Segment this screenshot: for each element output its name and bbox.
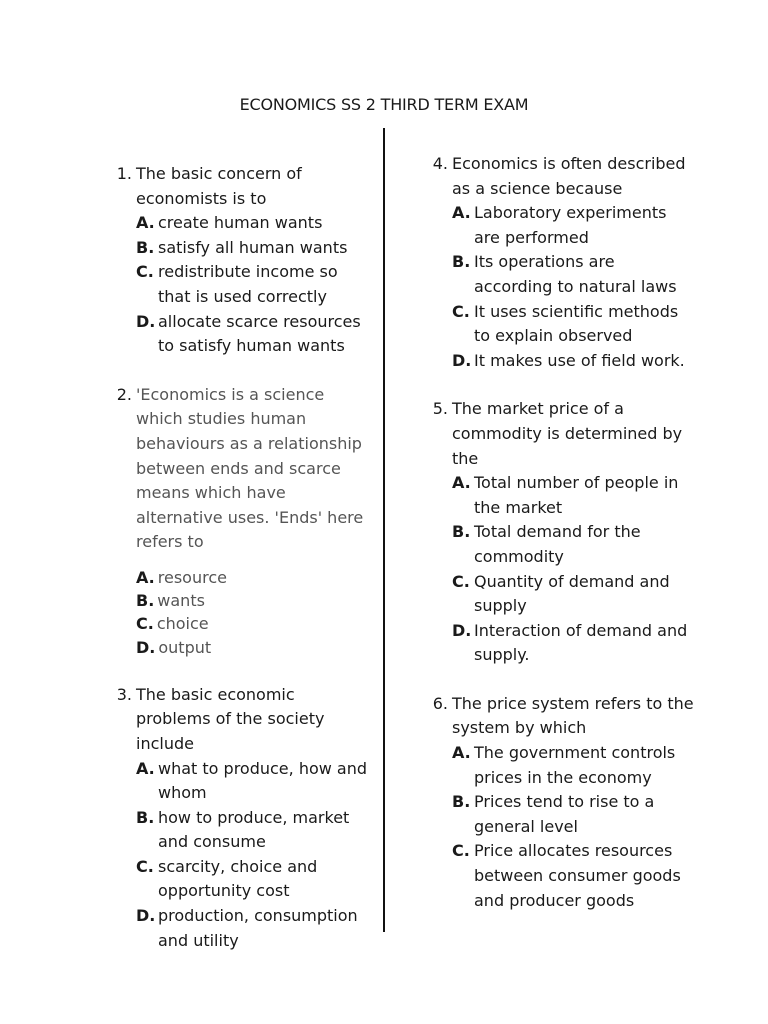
question-stem: Economics is often described as a science because [452,154,686,198]
option-text: It uses scientific methods to explain observed [474,301,679,346]
option-text: Total number of people in the market [474,473,679,517]
option-letter: D. [136,637,156,657]
option-a [452,201,694,250]
option-a [136,211,370,236]
question-2 [108,383,370,659]
option-letter: C. [136,856,154,876]
option-letter: C. [452,571,470,591]
question-6 [424,692,694,913]
option-c [452,570,694,619]
option-a [136,566,370,589]
option-letter: D. [452,620,472,640]
option-text: wants [157,591,205,611]
option-letter: A. [452,473,471,493]
question-spacer [108,659,370,683]
question-stem: The basic concern of economists is to [136,164,302,208]
question-number: 2. [116,384,132,404]
question-number: 3. [116,684,132,704]
option-letter: C. [136,262,154,282]
option-letter: B. [136,591,155,611]
option-text: allocate scarce resources to satisfy human wants [158,311,361,356]
option-text: Interaction of demand and supply. [474,620,688,665]
option-letter: C. [452,841,470,861]
option-letter: D. [452,350,472,370]
question-spacer [424,668,694,692]
option-text: scarcity, choice and opportunity cost [158,856,318,901]
option-text: satisfy all human wants [158,237,348,257]
option-text: resource [157,567,227,587]
option-d [136,636,370,659]
question-number: 5. [432,399,448,419]
option-text: Prices tend to rise to a general level [474,792,655,836]
right-column [424,152,694,913]
exam-title: ECONOMICS SS 2 THIRD TERM EXAM [239,95,529,114]
option-letter: A. [136,758,155,778]
option-a [452,741,694,790]
option-b [136,589,370,612]
option-letter: A. [452,203,471,223]
option-letter: B. [452,522,471,542]
question-3 [108,683,370,954]
question-number: 6. [432,693,448,713]
option-d [452,619,694,668]
option-b [452,250,694,299]
option-text: what to produce, how and whom [158,758,368,803]
option-c [136,612,370,635]
option-text: redistribute income so that is used correctly [158,262,338,306]
option-list [136,566,370,659]
option-text: Its operations are according to natural laws [474,252,677,296]
option-letter: B. [452,792,471,812]
option-text: Laboratory experiments are performed [474,203,667,247]
question-stem: The basic economic problems of the society include [136,684,325,753]
option-b [136,806,370,855]
option-c [136,260,370,309]
option-c [452,839,694,913]
option-text: Price allocates resources between consumer goods and producer goods [474,841,681,910]
option-text: Quantity of demand and supply [474,571,670,616]
question-stem: The market price of a commodity is determined by the [452,399,683,468]
column-divider [383,128,385,932]
option-text: production, consumption and utility [158,906,358,950]
option-letter: A. [136,567,155,587]
option-a [452,471,694,520]
option-text: Total demand for the commodity [474,522,641,566]
option-letter: A. [136,213,155,233]
option-letter: D. [136,906,156,926]
question-5 [424,397,694,668]
option-letter: C. [136,614,154,634]
option-b [136,236,370,261]
question-number: 4. [432,154,448,173]
option-letter: B. [452,252,471,272]
question-spacer [108,359,370,383]
option-letter: D. [136,311,156,331]
option-text: The government controls prices in the economy [474,743,676,787]
option-text: choice [156,614,209,634]
option-c [452,300,694,349]
question-stem: The price system refers to the system by which [452,693,694,738]
option-letter: B. [136,237,155,257]
option-text: how to produce, market and consume [158,807,350,852]
option-b [452,520,694,569]
option-text: It makes use of field work. [474,350,685,370]
question-stem: 'Economics is a science which studies human behaviours as a relationship between ends and scarce means which have alternative uses. 'Ends' here refers to [136,384,364,552]
question-spacer [424,373,694,397]
option-text: create human wants [158,213,323,233]
option-d [136,904,370,953]
option-d [136,310,370,359]
question-1 [108,162,370,359]
option-letter: A. [452,743,471,763]
option-c [136,855,370,904]
question-4 [424,152,694,373]
option-a [136,757,370,806]
option-b [452,790,694,839]
option-d [452,349,694,374]
question-number: 1. [116,164,132,183]
left-column [108,162,370,953]
option-letter: C. [452,301,470,321]
option-letter: B. [136,807,155,827]
option-text: output [158,637,212,657]
